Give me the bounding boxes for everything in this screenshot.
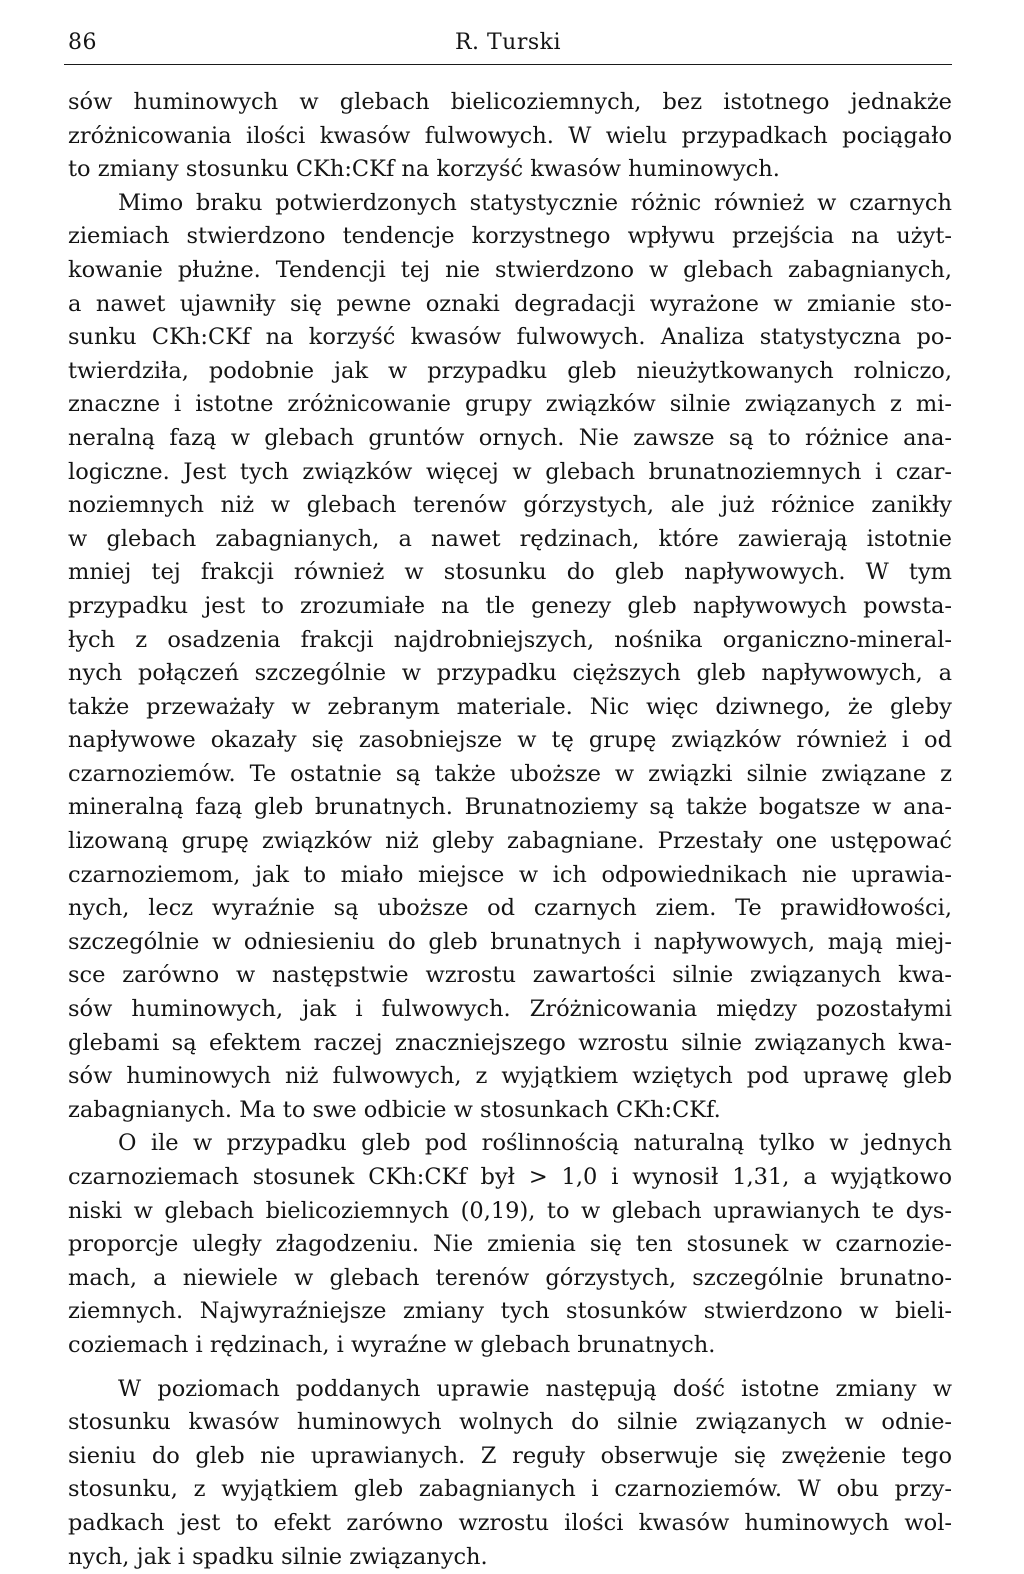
text-line: nych, lecz wyraźnie są uboższe od czarnych ziem. Te prawidłowości, <box>68 895 952 922</box>
text-line: ziemiach stwierdzono tendencje korzystnego wpływu przejścia na użyt- <box>68 223 952 250</box>
text-line: niski w glebach bielicoziemnych (0,19), to w glebach uprawianych te dys- <box>68 1197 952 1224</box>
text-line: padkach jest to efekt zarówno wzrostu ilości kwasów huminowych wol- <box>68 1509 952 1536</box>
text-line: przypadku jest to zrozumiałe na tle genezy gleb napływowych powsta- <box>68 592 952 619</box>
text-line: a nawet ujawniły się pewne oznaki degradacji wyrażone w zmianie sto- <box>68 290 952 317</box>
text-line: stosunku, z wyjątkiem gleb zabagnianych i czarnoziemów. W obu przy- <box>68 1476 952 1503</box>
text-line: nych połączeń szczególnie w przypadku cięższych gleb napływowych, a <box>68 660 952 687</box>
text-line: mach, a niewiele w glebach terenów górzystych, szczególnie brunatno- <box>68 1264 952 1291</box>
text-line: glebami są efektem raczej znaczniejszego wzrostu silnie związanych kwa- <box>68 1029 952 1056</box>
text-line: czarnoziemów. Te ostatnie są także uboższe w związki silnie związane z <box>68 760 952 787</box>
text-line: sce zarówno w następstwie wzrostu zawartości silnie związanych kwa- <box>68 962 952 989</box>
text-line: ziemnych. Najwyraźniejsze zmiany tych stosunków stwierdzono w bieli- <box>68 1298 952 1325</box>
text-line: sów huminowych niż fulwowych, z wyjątkiem wziętych pod uprawę gleb <box>68 1063 952 1090</box>
text-line: to zmiany stosunku CKh:CKf na korzyść kwasów huminowych. <box>68 156 780 183</box>
text-line: znaczne i istotne zróżnicowanie grupy związków silnie związanych z mi- <box>68 391 952 418</box>
text-line: sieniu do gleb nie uprawianych. Z reguły obserwuje się zwężenie tego <box>68 1442 952 1469</box>
text-line: łych z osadzenia frakcji najdrobniejszych, nośnika organiczno-mineral- <box>68 626 952 653</box>
text-line: noziemnych niż w glebach terenów górzystych, ale już różnice zanikły <box>68 492 952 519</box>
text-line: także przeważały w zebranym materiale. Nic więc dziwnego, że gleby <box>68 693 952 720</box>
text-line: mniej tej frakcji również w stosunku do gleb napływowych. W tym <box>68 559 952 586</box>
text-line: twierdziła, podobnie jak w przypadku gleb nieużytkowanych rolniczo, <box>68 357 952 384</box>
text-line: O ile w przypadku gleb pod roślinnością naturalną tylko w jednych <box>118 1130 952 1157</box>
body-text <box>68 86 952 1574</box>
text-line: czarnoziemom, jak to miało miejsce w ich odpowiednikach nie uprawia- <box>68 861 952 888</box>
text-line: nych, jak i spadku silnie związanych. <box>68 1543 488 1570</box>
page-header <box>64 28 952 65</box>
text-line: szczególnie w odniesieniu do gleb brunatnych i napływowych, mają miej- <box>68 928 952 955</box>
text-line: neralną fazą w glebach gruntów ornych. Nie zawsze są to różnice ana- <box>68 424 952 451</box>
text-line: zróżnicowania ilości kwasów fulwowych. W wielu przypadkach pociągało <box>68 122 952 149</box>
paragraph <box>68 1373 952 1574</box>
text-line: mineralną fazą gleb brunatnych. Brunatnoziemy są także bogatsze w ana- <box>68 794 952 821</box>
paragraph <box>68 187 952 1128</box>
paragraph <box>68 86 952 187</box>
page-number: 86 <box>68 30 97 55</box>
text-line: logiczne. Jest tych związków więcej w glebach brunatnoziemnych i czar- <box>68 458 952 485</box>
text-line: napływowe okazały się zasobniejsze w tę grupę związków również i od <box>68 727 952 754</box>
text-line: w glebach zabagnianych, a nawet rędzinach, które zawierają istotnie <box>68 525 952 552</box>
text-line: sów huminowych w glebach bielicoziemnych, bez istotnego jednakże <box>68 89 952 115</box>
text-line: czarnoziemach stosunek CKh:CKf był > 1,0 i wynosił 1,31, a wyjątkowo <box>68 1164 952 1190</box>
text-line: stosunku kwasów huminowych wolnych do silnie związanych w odnie- <box>68 1409 952 1436</box>
text-line: coziemach i rędzinach, i wyraźne w glebach brunatnych. <box>68 1331 716 1358</box>
text-line: lizowaną grupę związków niż gleby zabagniane. Przestały one ustępować <box>68 828 952 855</box>
paragraph <box>68 1127 952 1362</box>
text-line: sunku CKh:CKf na korzyść kwasów fulwowych. Analiza statystyczna po- <box>68 324 952 351</box>
text-line: Mimo braku potwierdzonych statystycznie różnic również w czarnych <box>118 189 952 216</box>
text-line: sów huminowych, jak i fulwowych. Zróżnicowania między pozostałymi <box>68 996 952 1023</box>
text-line: kowanie płużne. Tendencji tej nie stwierdzono w glebach zabagnianych, <box>68 256 952 283</box>
text-line: zabagnianych. Ma to swe odbicie w stosunkach CKh:CKf. <box>68 1096 721 1123</box>
text-line: W poziomach poddanych uprawie następują dość istotne zmiany w <box>118 1375 952 1402</box>
text-line: proporcje uległy złagodzeniu. Nie zmienia się ten stosunek w czarnozie- <box>68 1231 952 1258</box>
running-head: R. Turski <box>454 30 562 55</box>
paragraph-gap <box>68 1363 952 1373</box>
